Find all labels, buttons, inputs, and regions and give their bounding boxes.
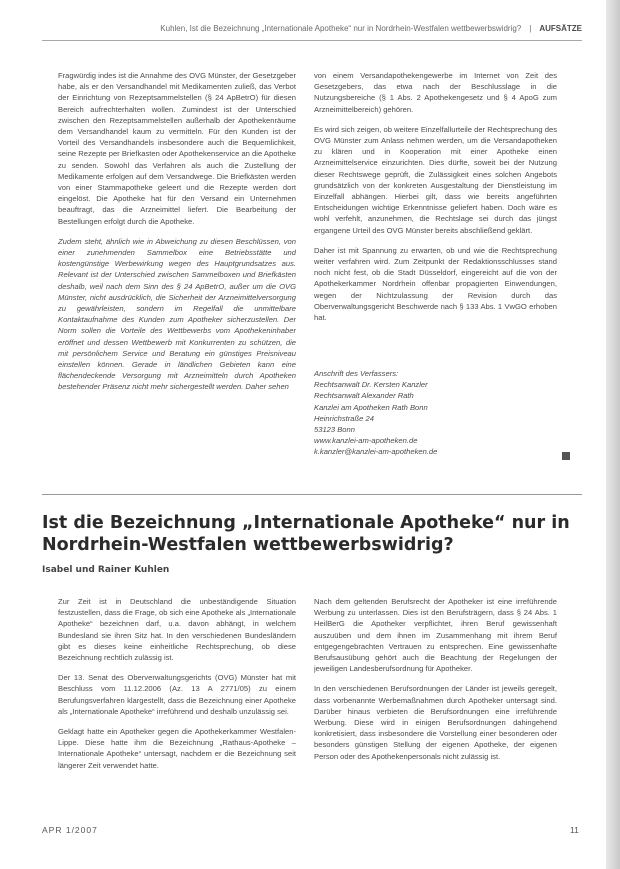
running-header bbox=[42, 16, 582, 41]
address-email: k.kanzler@kanzlei-am-apotheken.de bbox=[314, 447, 438, 457]
paragraph: Zudem steht, ähnlich wie in Abweichung zu diesen Beschlüssen, von einer zunehmenden Sammelbox eine Betriebsstätte und kostengünstige Werbewirkung wegen des Hauptgrundsatzes aus. Relevant ist der Unterschied zwischen Sammelboxen und Briefkästen deshalb, weil nach dem Sinn des § 24 ApBetrO, außer um die OVG Münster, nicht ausdrücklich, die Sicherheit der Arzneimittelversorgung zu gewährleisten, sondern im Regelfall die unmittelbare Kontaktaufnahme des Kunden zum Apotheker sicherzustellen. Der Norm sollen die Vorteile des Wettbewerbs vom Apothekeninhaber eröffnet und dessen Wettbewerb mit Konkurrenten zu schützen, die mit persönlichem Service und Beratung ein günstiges Preisniveau einstellen können. Gerade in ländlichen Gebieten kann eine flächendeckende Versorgung mit Arzneimitteln durch Apotheken bestehender Präsenz nicht mehr sichergestellt werden. Daher sehen bbox=[58, 236, 296, 392]
paragraph: Der 13. Senat des Oberverwaltungsgerichts (OVG) Münster hat mit Beschluss vom 11.12.2006 (Az. 13 A 2771/05) zu einem Berufungsverfahren klargestellt, dass die Bezeichnung einer Apotheke als „Internationale Apotheke“ irreführend und deshalb unzulässig sei. bbox=[58, 673, 296, 716]
section-divider bbox=[42, 494, 582, 495]
address-line: Kanzlei am Apotheken Rath Bonn bbox=[314, 402, 428, 412]
paragraph: Es wird sich zeigen, ob weitere Einzelfallurteile der Rechtsprechung des OVG Münster zum Anlass nehmen werden, um die Versandapotheken zu klären und in Kooperation mit einer Apotheke einen Arzneimittelservice einzurichten. Dies dürfte, soweit bei der Nutzung dieser Rechtswege geprüft, die Zulässigkeit eines solchen Angebots grundsätzlich von der konkreten Ausgestaltung der Dienstleistung im Einzelfall abhängen. Hierbei gilt, dass wie bereits angeführten Entscheidungen wichtige Erkenntnisse geliefert haben. Doch wäre es wohl verfehlt, anzunehmen, die Rechtslage sei durch das jüngst ergangene Urteil des OVG Münster bereits abschließend geklärt. bbox=[314, 124, 557, 235]
paragraph: Nach dem geltenden Berufsrecht der Apotheker ist eine irreführende Werbung zu unterlassen. Dies ist den Berufsträgern, dass § 24 Abs. 1 HeilBerG die Apotheker verpflichtet, ihren Beruf gewissenhaft auszuüben und dem ihnen im Zusammenhang mit ihrem Beruf entgegengebrachten Vertrauen zu entsprechen. Eine gewissenhafte Berufsausübung gehört auch die Beachtung der Regelungen der jeweiligen Landesberufsordnung für Apotheker. bbox=[314, 597, 557, 674]
paragraph: Zur Zeit ist in Deutschland die unbeständigende Situation festzustellen, dass die Frage, ob sich eine Apotheke als „Internationale Apotheke“ bezeichnen darf, u.a. davon abhängt, in welchem Bundesland sie ihren Sitz hat. In den verschiedenen Bundesländern gibt es dieses keine einheitliche Rechtsprechung, ob diese Bezeichnung rechtlich zulässig ist. bbox=[58, 597, 296, 663]
upper-right-column bbox=[314, 70, 557, 330]
paragraph: In den verschiedenen Berufsordnungen der Länder ist jeweils geregelt, dass vorbenannte Werbemaßnahmen durch Apotheker untersagt sind. Darüber hinaus verbieten die Berufsordnungen eine irreführende Werbung. Diese wird in einigen Berufsordnungen dahingehend konkretisiert, dass insbesondere die Vorstellung einer besonderen oder besonders günstigen Stellung der eigenen Apotheke, der eigenen Person oder des Apothekenpersonals nicht zulässig ist. bbox=[314, 684, 557, 761]
header-separator: | bbox=[529, 23, 532, 33]
address-web: www.kanzlei-am-apotheken.de bbox=[314, 436, 418, 446]
article-end-mark bbox=[562, 452, 570, 460]
article-authors: Isabel und Rainer Kuhlen bbox=[42, 565, 170, 575]
address-line: Heinrichstraße 24 bbox=[314, 413, 374, 423]
address-intro: Anschrift des Verfassers: bbox=[314, 369, 399, 378]
journal-issue: APR 1/2007 bbox=[42, 825, 98, 835]
paragraph: Daher ist mit Spannung zu erwarten, ob und wie die Rechtsprechung weiter verfahren wird. Zum Zeitpunkt der Redaktionsschlusses stand noch nicht fest, ob die Stadt Düsseldorf, eingereicht auf die von der Apothekerkammer Nordrhein offenbar propagierten Einwendungen, wegen der Nichtzulassung der Revision durch das Oberverwaltungsgericht Beschwerde nach § 133 Abs. 1 VwGO erhoben hat. bbox=[314, 245, 557, 323]
paragraph: von einem Versandapothekengewerbe im Internet von Zeit des Gesetzgebers, das etwa nach der Beschlusslage in die Nutzungsbereiche (§ 1 Abs. 2 Apothekengesetz und § 4 ApoG zum Arzneimittelbereich) gehören. bbox=[314, 71, 557, 114]
article-title: Ist die Bezeichnung „Internationale Apotheke“ nur in Nordrhein-Westfalen wettbewerbswidrig? bbox=[42, 513, 570, 555]
running-title: Kuhlen, Ist die Bezeichnung „Internationale Apotheke“ nur in Nordrhein-Westfalen wettbewerbswidrig? bbox=[160, 23, 522, 33]
address-line: Rechtsanwalt Dr. Kersten Kanzler bbox=[314, 380, 428, 390]
address-line: Rechtsanwalt Alexander Rath bbox=[314, 391, 414, 401]
page-number: 11 bbox=[570, 825, 579, 835]
paragraph: Fragwürdig indes ist die Annahme des OVG Münster, der Gesetzgeber habe, als er den Versandhandel mit Medikamenten zuließ, das Verbot der Einrichtung von Rezeptsammelstellen (§ 24 ApBetrO) für diesen Bereich aufrechterhalten wollen. Zumindest ist der Unterschied zwischen den Rezeptsammelstellen außerhalb der Apothekenräume dem Versandhandel kaum zu vermitteln. Für den Kunden ist der Vorteil des Versandhandels insbesondere auch die Bequemlichkeit, seine Rezepte per Briefkasten oder Apothekenservice an die Apotheke zu senden. Sowohl das Verfahren als auch die Zustellung der Medikamente erfolgen auf dem Versandwege. Die Briefkästen werden von einer Stammapotheke geleert und die Rezepte werden dort eingelöst. Die Apotheke hat für den Versand ein Unternehmen beauftragt, das die Arzneimittel liefert. Die Bearbeitung der Bestellungen erfolgt durch die Apotheke. bbox=[58, 71, 296, 226]
upper-left-column bbox=[58, 70, 296, 468]
section-label: AUFSÄTZE bbox=[539, 23, 582, 33]
address-line: 53123 Bonn bbox=[314, 425, 355, 435]
lower-right-column bbox=[314, 596, 557, 814]
lower-left-column bbox=[58, 596, 296, 814]
paragraph: Geklagt hatte ein Apotheker gegen die Apothekerkammer Westfalen-Lippe. Diese hatte ihm die Bezeichnung „Rathaus-Apotheke – Internationale Apotheke“ untersagt, nachdem er die Bezeichnung seit längerer Zeit verwendet hatte. bbox=[58, 727, 296, 770]
scan-edge-shadow bbox=[606, 0, 620, 869]
author-address bbox=[314, 368, 554, 458]
